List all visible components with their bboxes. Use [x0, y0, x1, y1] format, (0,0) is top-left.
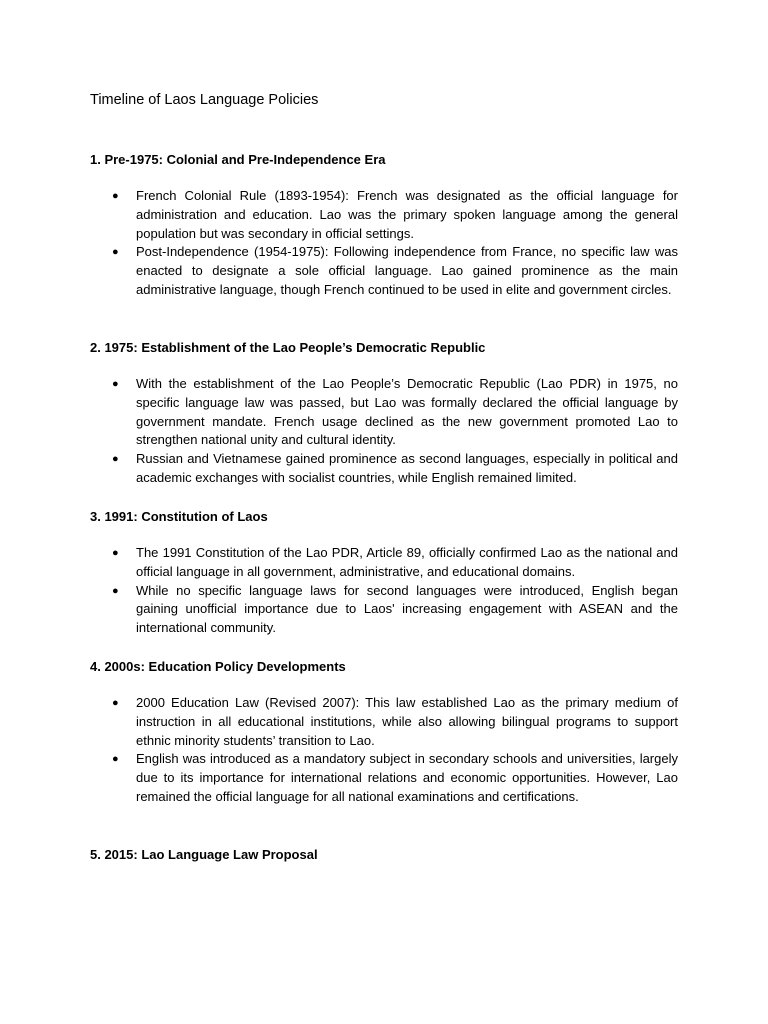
document-title: Timeline of Laos Language Policies [90, 92, 319, 108]
bullet-list [90, 694, 678, 807]
list-item-text: While no specific language laws for second languages were introduced, English began gaining unofficial importance due to Laos' increasing engagement with ASEAN and the international community. [136, 582, 678, 636]
list-item [90, 694, 678, 750]
list-item-text: Russian and Vietnamese gained prominence as second languages, especially in political and academic exchanges with socialist countries, while English remained limited. [136, 451, 678, 485]
bullet-icon: ● [112, 453, 119, 466]
list-item [90, 187, 678, 243]
section-1975 [90, 339, 678, 488]
list-item-text: The 1991 Constitution of the Lao PDR, Article 89, officially confirmed Lao as the national and official language in all government, administrative, and educational domains. [136, 545, 678, 579]
section-heading: 1. Pre-1975: Colonial and Pre-Independence Era [90, 152, 386, 167]
bullet-icon: ● [112, 378, 119, 390]
section-heading: 3. 1991: Constitution of Laos [90, 509, 268, 524]
list-item-text: 2000 Education Law (Revised 2007): This law established Lao as the primary medium of instruction in all educational institutions, while also allowing bilingual programs to support ethnic minority students’ transition to Lao. [136, 695, 678, 748]
bullet-icon: ● [112, 697, 119, 709]
section-2015 [90, 846, 678, 864]
bullet-icon: ● [112, 190, 119, 202]
bullet-list [90, 544, 678, 638]
bullet-icon: ● [112, 584, 119, 597]
list-item [90, 375, 678, 450]
bullet-list [90, 187, 678, 300]
list-item-text: French Colonial Rule (1893-1954): French was designated as the official language for administration and education. Lao was the primary spoken language among the general population but was secondary in official settings. [136, 188, 678, 241]
list-item-text: English was introduced as a mandatory subject in secondary schools and universities, largely due to its importance for international relations and economic opportunities. However, Lao remained the official language for all national examinations and certifications. [136, 751, 678, 804]
list-item [90, 243, 678, 299]
list-item [90, 582, 678, 638]
list-item [90, 750, 678, 806]
section-heading: 2. 1975: Establishment of the Lao People’s Democratic Republic [90, 340, 486, 355]
bullet-icon: ● [112, 547, 119, 559]
bullet-icon: ● [112, 246, 119, 259]
bullet-list [90, 375, 678, 488]
list-item-text: Post-Independence (1954-1975): Following independence from France, no specific law was enacted to designate a sole official language. Lao gained prominence as the main administrative language, though French continued to be used in elite and government circles. [136, 244, 678, 297]
section-1991 [90, 508, 678, 638]
section-heading: 5. 2015: Lao Language Law Proposal [90, 847, 318, 862]
section-2000s [90, 658, 678, 807]
bullet-icon: ● [112, 753, 119, 766]
section-pre-1975 [90, 151, 678, 300]
list-item [90, 544, 678, 582]
section-heading: 4. 2000s: Education Policy Developments [90, 659, 346, 674]
list-item-text: With the establishment of the Lao People’s Democratic Republic (Lao PDR) in 1975, no specific language law was passed, but Lao was formally declared the official language by government mandate. French usage declined as the new government promoted Lao to strengthen national unity and cultural identity. [136, 376, 678, 448]
list-item [90, 450, 678, 488]
